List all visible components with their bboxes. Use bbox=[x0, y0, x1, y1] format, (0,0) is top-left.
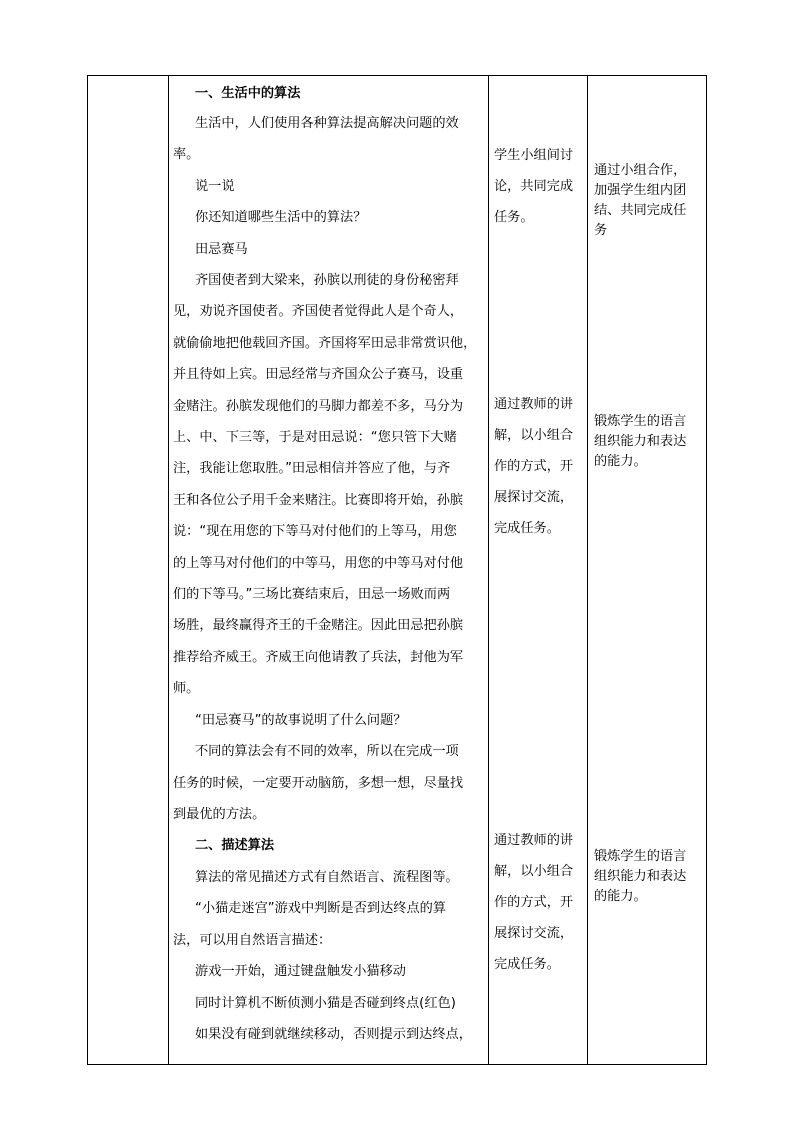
story-line: 们的下等马。”三场比赛结束后，田忌一场败而两 bbox=[173, 587, 451, 602]
activity-column bbox=[489, 76, 587, 1064]
story-line: 见，劝说齐国使者。齐国使者觉得此人是个奇人， bbox=[173, 304, 464, 319]
story-line: 齐国使者到大梁来，孙膑以刑徒的身份秘密拜 bbox=[195, 273, 459, 288]
activity-line: 解，以小组合 bbox=[494, 864, 574, 879]
purpose-line: 结、共同完成任 bbox=[594, 203, 687, 218]
purpose-line: 锻炼学生的语言 bbox=[594, 414, 687, 429]
purpose-block bbox=[594, 161, 686, 241]
activity-line: 通过教师的讲 bbox=[494, 397, 574, 412]
section2-line: 算法的常见描述方式有自然语言、流程图等。 bbox=[195, 870, 459, 885]
stage-column bbox=[88, 76, 168, 1064]
story-line: 并且待如上宾。田忌经常与齐国众公子赛马，设重 bbox=[173, 367, 464, 382]
story-line: 上、中、下三等，于是对田忌说：“您只管下大赌 bbox=[173, 430, 457, 445]
purpose-column bbox=[588, 76, 706, 1064]
say-question: 你还知道哪些生活中的算法？ bbox=[195, 210, 367, 225]
story-line: 王和各位公子用千金来赌注。比赛即将开始，孙膑 bbox=[173, 493, 464, 508]
activity-line: 任务。 bbox=[494, 210, 534, 225]
story-line: 师。 bbox=[173, 681, 200, 696]
story-line: 推荐给齐威王。齐威王向他请教了兵法，封他为军 bbox=[173, 650, 464, 665]
section1-heading: 一、生活中的算法 bbox=[195, 86, 301, 101]
purpose-line: 组织能力和表达 bbox=[594, 869, 687, 884]
activity-block bbox=[494, 389, 573, 544]
section2-heading: 二、描述算法 bbox=[195, 838, 275, 853]
purpose-line: 的能力。 bbox=[594, 889, 647, 904]
story-line: 场胜，最终赢得齐王的千金赌注。因此田忌把孙膑 bbox=[173, 618, 464, 633]
answer-line: 任务的时候，一定要开动脑筋，多想一想，尽量找 bbox=[173, 776, 464, 791]
purpose-line: 组织能力和表达 bbox=[594, 434, 687, 449]
story-line: 注，我能让您取胜。”田忌相信并答应了他，与齐 bbox=[173, 461, 451, 476]
activity-block bbox=[494, 825, 573, 980]
purpose-line: 务 bbox=[594, 223, 608, 238]
intro-line: 率。 bbox=[173, 147, 200, 162]
section2-line: 同时计算机不断侦测小猫是否碰到终点(红色) bbox=[195, 996, 456, 1011]
activity-line: 作的方式，开 bbox=[494, 895, 574, 910]
story-line: 金赌注。孙膑发现他们的马脚力都差不多，马分为 bbox=[173, 399, 464, 414]
say-heading: 说一说 bbox=[195, 179, 235, 194]
purpose-line: 通过小组合作， bbox=[594, 163, 687, 178]
story-title: 田忌赛马 bbox=[195, 242, 248, 257]
activity-line: 通过教师的讲 bbox=[494, 833, 574, 848]
purpose-line: 锻炼学生的语言 bbox=[594, 849, 687, 864]
activity-line: 解，以小组合 bbox=[494, 428, 574, 443]
story-line: 就偷偷地把他载回齐国。齐国将军田忌非常赏识他， bbox=[173, 336, 477, 351]
story-question: “田忌赛马”的故事说明了什么问题？ bbox=[195, 713, 407, 728]
purpose-block bbox=[594, 847, 686, 907]
activity-line: 论，共同完成 bbox=[494, 179, 574, 194]
purpose-block bbox=[594, 412, 686, 472]
activity-line: 学生小组间讨 bbox=[494, 148, 574, 163]
activity-line: 作的方式，开 bbox=[494, 459, 574, 474]
purpose-line: 的能力。 bbox=[594, 454, 647, 469]
section2-line: 如果没有碰到就继续移动，否则提示到达终点， bbox=[195, 1027, 472, 1042]
lesson-table bbox=[87, 75, 707, 1065]
activity-line: 展探讨交流， bbox=[494, 926, 574, 941]
section2-line: “小猫走迷宫”游戏中判断是否到达终点的算 bbox=[195, 901, 447, 916]
answer-line: 到最优的方法。 bbox=[173, 807, 266, 822]
activity-line: 展探讨交流， bbox=[494, 490, 574, 505]
purpose-line: 加强学生组内团 bbox=[594, 183, 687, 198]
activity-line: 完成任务。 bbox=[494, 521, 560, 536]
activity-line: 完成任务。 bbox=[494, 957, 560, 972]
activity-block bbox=[494, 140, 573, 233]
section2-line: 法，可以用自然语言描述： bbox=[173, 933, 332, 948]
content-column bbox=[169, 76, 487, 1064]
intro-line: 生活中，人们使用各种算法提高解决问题的效 bbox=[195, 116, 459, 131]
story-line: 的上等马对付他们的中等马，用您的中等马对付他 bbox=[173, 556, 464, 571]
section2-line: 游戏一开始，通过键盘触发小猫移动 bbox=[195, 964, 406, 979]
story-line: 说：“现在用您的下等马对付他们的上等马，用您 bbox=[173, 524, 457, 539]
answer-line: 不同的算法会有不同的效率，所以在完成一项 bbox=[195, 744, 459, 759]
